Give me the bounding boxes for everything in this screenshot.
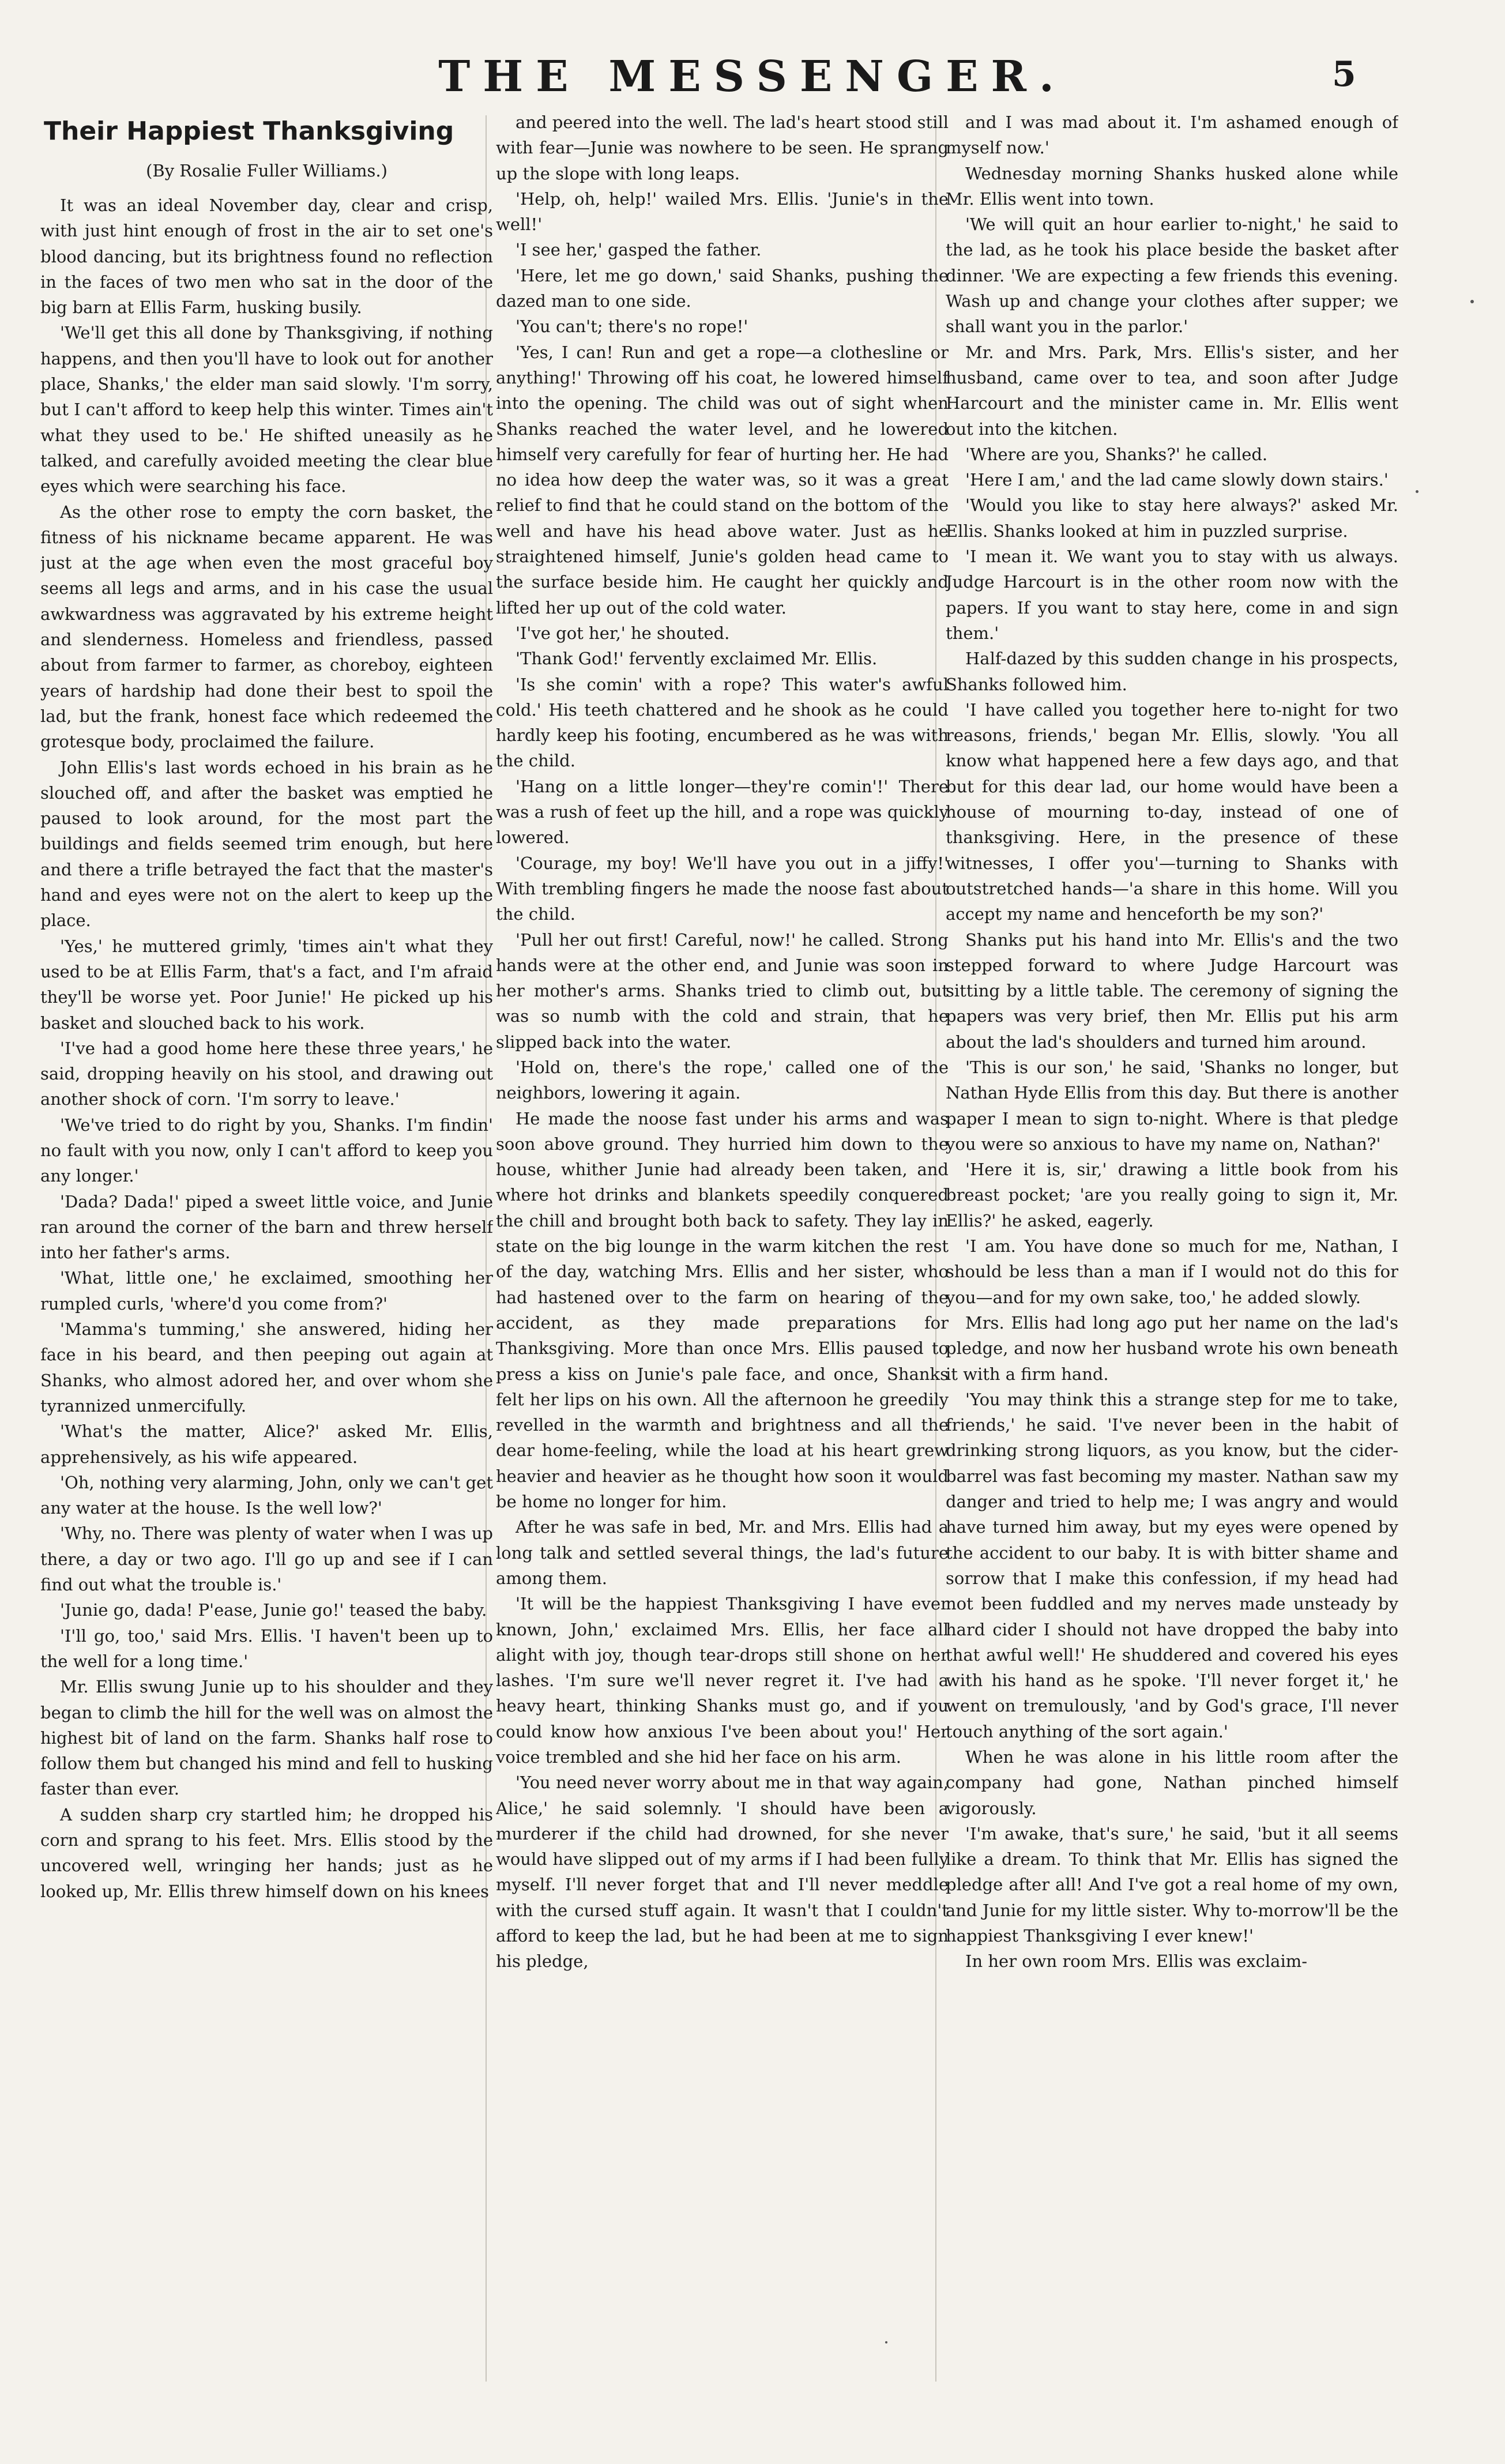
paragraph: Shanks put his hand into Mr. Ellis's and the two stepped forward to where Judge Harcourt was sitting by a little table. The ceremony of signing the papers was very brief, then Mr. Ellis put his arm about the lad's shoulders and turned him around. [946, 930, 1398, 1052]
paragraph: 'Hang on a little longer—they're comin'!' There was a rush of feet up the hill, and a rope was quickly lowered. [496, 776, 949, 848]
paragraph: After he was safe in bed, Mr. and Mrs. Ellis had a long talk and settled several things, the lad's future among them. [496, 1517, 949, 1588]
paragraph: 'Yes, I can! Run and get a rope—a clothesline or anything!' Throwing off his coat, he lowered himself into the opening. The child was out of sight when Shanks reached the water level, and he lowered himself very carefully for fear of hurting her. He had no idea how deep the water was, so it was a great relief to find that he could stand on the bottom of the well and have his head above water. Just as he straightened himself, Junie's golden head came to the surface beside him. He caught her quickly and lifted her up out of the cold water. [496, 342, 949, 618]
column-3-text [946, 110, 1398, 1974]
paragraph: 'Pull her out first! Careful, now!' he called. Strong hands were at the other end, and Junie was soon in her mother's arms. Shanks tried to climb out, but was so numb with the cold and strain, that he slipped back into the water. [496, 930, 949, 1052]
paragraph: A sudden sharp cry startled him; he dropped his corn and sprang to his feet. Mrs. Ellis stood by the uncovered well, wringing her hands; just as he looked up, Mr. Ellis threw himself down on his knees [40, 1804, 493, 1901]
paragraph: 'You may think this a strange step for me to take, friends,' he said. 'I've never been in the habit of drinking strong liquors, as you know, but the cider-barrel was fast becoming my master. Nathan saw my danger and tried to help me; I was angry and would have turned him away, but my eyes were opened by the accident to our baby. It is with bitter shame and sorrow that I make this confession, if my head had not been fuddled and my nerves made unsteady by hard cider I should not have dropped the baby into that awful well!' He shuddered and covered his eyes with his hand as he spoke. 'I'll never forget it,' he went on tremulously, 'and by God's grace, I'll never touch anything of the sort again.' [946, 1389, 1398, 1741]
paragraph: 'I have called you together here to-night for two reasons, friends,' began Mr. Ellis, slowly. 'You all know what happened here a few days ago, and that but for this dear lad, our home would have been a house of mourning to-day, instead of one of thanksgiving. Here, in the presence of these witnesses, I offer you'—turning to Shanks with outstretched hands—'a share in this home. Will you accept my name and henceforth be my son?' [946, 699, 1398, 924]
paragraph: John Ellis's last words echoed in his brain as he slouched off, and after the basket was emptied he paused to look around, for the most part the buildings and fields seemed trim enough, but here and there a trifle betrayed the fact that the master's hand and eyes were not on the alert to keep up the place. [40, 757, 493, 931]
page-number: 5 [1332, 54, 1356, 95]
column-3 [946, 110, 1398, 2405]
paragraph: 'I'll go, too,' said Mrs. Ellis. 'I haven't been up to the well for a long time.' [40, 1626, 493, 1671]
paragraph: 'Oh, nothing very alarming, John, only we can't get any water at the house. Is the well low?' [40, 1472, 493, 1518]
paragraph: 'Is she comin' with a rope? This water's awful cold.' His teeth chattered and he shook as he could hardly keep his footing, encumbered as he was with the child. [496, 674, 949, 771]
column-1-text [40, 193, 493, 1904]
paragraph: Mr. and Mrs. Park, Mrs. Ellis's sister, and her husband, came over to tea, and soon after Judge Harcourt and the minister came in. Mr. Ellis went out into the kitchen. [946, 342, 1398, 439]
paragraph: 'I am. You have done so much for me, Nathan, I should be less than a man if I would not do this for you—and for my own sake, too,' he added slowly. [946, 1236, 1398, 1307]
ink-speck [1470, 300, 1474, 303]
paragraph: 'Would you like to stay here always?' asked Mr. Ellis. Shanks looked at him in puzzled surprise. [946, 495, 1398, 541]
paragraph: 'What's the matter, Alice?' asked Mr. Ellis, apprehensively, as his wife appeared. [40, 1421, 493, 1467]
paragraph: 'Thank God!' fervently exclaimed Mr. Ellis. [516, 649, 878, 669]
paragraph: He made the noose fast under his arms and was soon above ground. They hurried him down to the house, whither Junie had already been taken, and where hot drinks and blankets speedily conquered the chill and brought both back to safety. They lay in state on the big lounge in the warm kitchen the rest of the day, watching Mrs. Ellis and her sister, who had hastened over to the farm on hearing of the accident, as they made preparations for Thanksgiving. More than once Mrs. Ellis paused to press a kiss on Junie's pale face, and once, Shanks felt her lips on his own. All the afternoon he greedily revelled in the warmth and brightness and all the dear home-feeling, while the load at his heart grew heavier and heavier as he thought how soon it would be home no longer for him. [496, 1108, 949, 1512]
ink-speck [885, 2341, 887, 2343]
paragraph: 'We've tried to do right by you, Shanks. I'm findin' no fault with you now, only I can't afford to keep you any longer.' [40, 1115, 493, 1186]
paragraph: 'Where are you, Shanks?' he called. [965, 444, 1268, 464]
paragraph: 'Help, oh, help!' wailed Mrs. Ellis. 'Junie's in the well!' [496, 189, 949, 235]
paragraph: Mrs. Ellis had long ago put her name on the lad's pledge, and now her husband wrote his own beneath it with a firm hand. [946, 1312, 1398, 1384]
paragraph: Mr. Ellis swung Junie up to his shoulder and they began to climb the hill for the well was on almost the highest bit of land on the farm. Shanks half rose to follow them but changed his mind and fell to husking faster than ever. [40, 1677, 493, 1799]
paragraph: When he was alone in his little room after the company had gone, Nathan pinched himself vigorously. [946, 1747, 1398, 1818]
paragraph: 'You can't; there's no rope!' [516, 317, 748, 337]
paragraph: Half-dazed by this sudden change in his prospects, Shanks followed him. [946, 649, 1398, 694]
paragraph: and peered into the well. The lad's heart stood still with fear—Junie was nowhere to be seen. He sprang up the slope with long leaps. [496, 112, 949, 183]
paragraph: 'Junie go, dada! P'ease, Junie go!' teased the baby. [60, 1600, 487, 1620]
column-2 [496, 110, 949, 2405]
paragraph: In her own room Mrs. Ellis was exclaim- [965, 1951, 1308, 1972]
paragraph: 'I'm awake, that's sure,' he said, 'but it all seems like a dream. To think that Mr. Ellis has signed the pledge after all! And I've got a real home of my own, and Junie for my little sister. Why to-morrow'll be the happiest Thanksgiving I ever knew!' [946, 1823, 1398, 1946]
paragraph: 'I mean it. We want you to stay with us always. Judge Harcourt is in the other room now with the papers. If you want to stay here, come in and sign them.' [946, 547, 1398, 643]
paragraph: 'I've had a good home here these three years,' he said, dropping heavily on his stool, and drawing out another shock of corn. 'I'm sorry to leave.' [40, 1038, 493, 1109]
paragraph: 'Yes,' he muttered grimly, 'times ain't what they used to be at Ellis Farm, that's a fact, and I'm afraid they'll be worse yet. Poor Junie!' He picked up his basket and slouched back to his work. [40, 936, 493, 1033]
paragraph: As the other rose to empty the corn basket, the fitness of his nickname became apparent. He was just at the age when even the most graceful boy seems all legs and arms, and in his case the usual awkwardness was aggravated by his extreme height and slenderness. Homeless and friendless, passed about from farmer to farmer, as choreboy, eighteen years of hardship had done their best to spoil the lad, but the frank, honest face which redeemed the grotesque body, proclaimed the failure. [40, 502, 493, 752]
paragraph: and I was mad about it. I'm ashamed enough of myself now.' [946, 112, 1398, 158]
paragraph: It was an ideal November day, clear and crisp, with just hint enough of frost in the air to set one's blood dancing, but its brightness found no reflection in the faces of two men who sat in the door of the big barn at Ellis Farm, husking busily. [40, 195, 493, 318]
paragraph: 'Here I am,' and the lad came slowly down stairs.' [965, 470, 1389, 490]
paragraph: 'I see her,' gasped the father. [516, 240, 762, 260]
paragraph: 'Why, no. There was plenty of water when I was up there, a day or two ago. I'll go up and see if I can find out what the trouble is.' [40, 1523, 493, 1595]
paragraph: 'Hold on, there's the rope,' called one of the neighbors, lowering it again. [496, 1057, 949, 1103]
paragraph: 'We will quit an hour earlier to-night,' he said to the lad, as he took his place beside the basket after dinner. 'We are expecting a few friends this evening. Wash up and change your clothes after supper; we shall want you in the parlor.' [946, 215, 1398, 337]
article-title: Their Happiest Thanksgiving [44, 116, 454, 146]
paragraph: 'This is our son,' he said, 'Shanks no longer, but Nathan Hyde Ellis from this day. But there is another paper I mean to sign to-night. Where is that pledge you were so anxious to have my name on, Nathan?' [946, 1057, 1398, 1154]
paragraph: 'Courage, my boy! We'll have you out in a jiffy!' With trembling fingers he made the noose fast about the child. [496, 853, 949, 924]
paragraph: 'Here it is, sir,' drawing a little book from his breast pocket; 'are you really going to sign it, Mr. Ellis?' he asked, eagerly. [946, 1160, 1398, 1231]
paragraph: 'It will be the happiest Thanksgiving I have ever known, John,' exclaimed Mrs. Ellis, her face all alight with joy, though tear-drops still shone on her lashes. 'I'm sure we'll never regret it. I've had a heavy heart, thinking Shanks must go, and if you could know how anxious I've been about you!' Her voice trembled and she hid her face on his arm. [496, 1594, 949, 1767]
article-byline: (By Rosalie Fuller Williams.) [146, 161, 387, 180]
paragraph: 'You need never worry about me in that way again, Alice,' he said solemnly. 'I should have been a murderer if the child had drowned, for she never would have slipped out of my arms if I had been fully myself. I'll never forget that and I'll never meddle with the cursed stuff again. It wasn't that I couldn't afford to keep the lad, but he had been at me to sign his pledge, [496, 1773, 949, 1972]
paragraph: 'Mamma's tumming,' she answered, hiding her face in his beard, and then peeping out again at Shanks, who almost adored her, and over whom she tyrannized unmercifully. [40, 1319, 493, 1416]
paragraph: Wednesday morning Shanks husked alone while Mr. Ellis went into town. [946, 163, 1398, 209]
paragraph: 'Here, let me go down,' said Shanks, pushing the dazed man to one side. [496, 265, 949, 311]
paragraph: 'I've got her,' he shouted. [516, 623, 730, 643]
ink-speck [1416, 490, 1419, 493]
masthead-title: THE MESSENGER. [438, 52, 1067, 101]
column-2-text [496, 110, 949, 1974]
paragraph: 'What, little one,' he exclaimed, smoothing her rumpled curls, 'where'd you come from?' [40, 1268, 493, 1314]
paragraph: 'We'll get this all done by Thanksgiving, if nothing happens, and then you'll have to look out for another place, Shanks,' the elder man said slowly. 'I'm sorry, but I can't afford to keep help this winter. Times ain't what they used to be.' He shifted uneasily as he talked, and carefully avoided meeting the clear blue eyes which were searching his face. [40, 323, 493, 496]
masthead [0, 52, 1505, 101]
paragraph: 'Dada? Dada!' piped a sweet little voice, and Junie ran around the corner of the barn and threw herself into her father's arms. [40, 1191, 493, 1263]
column-1 [40, 110, 493, 2405]
